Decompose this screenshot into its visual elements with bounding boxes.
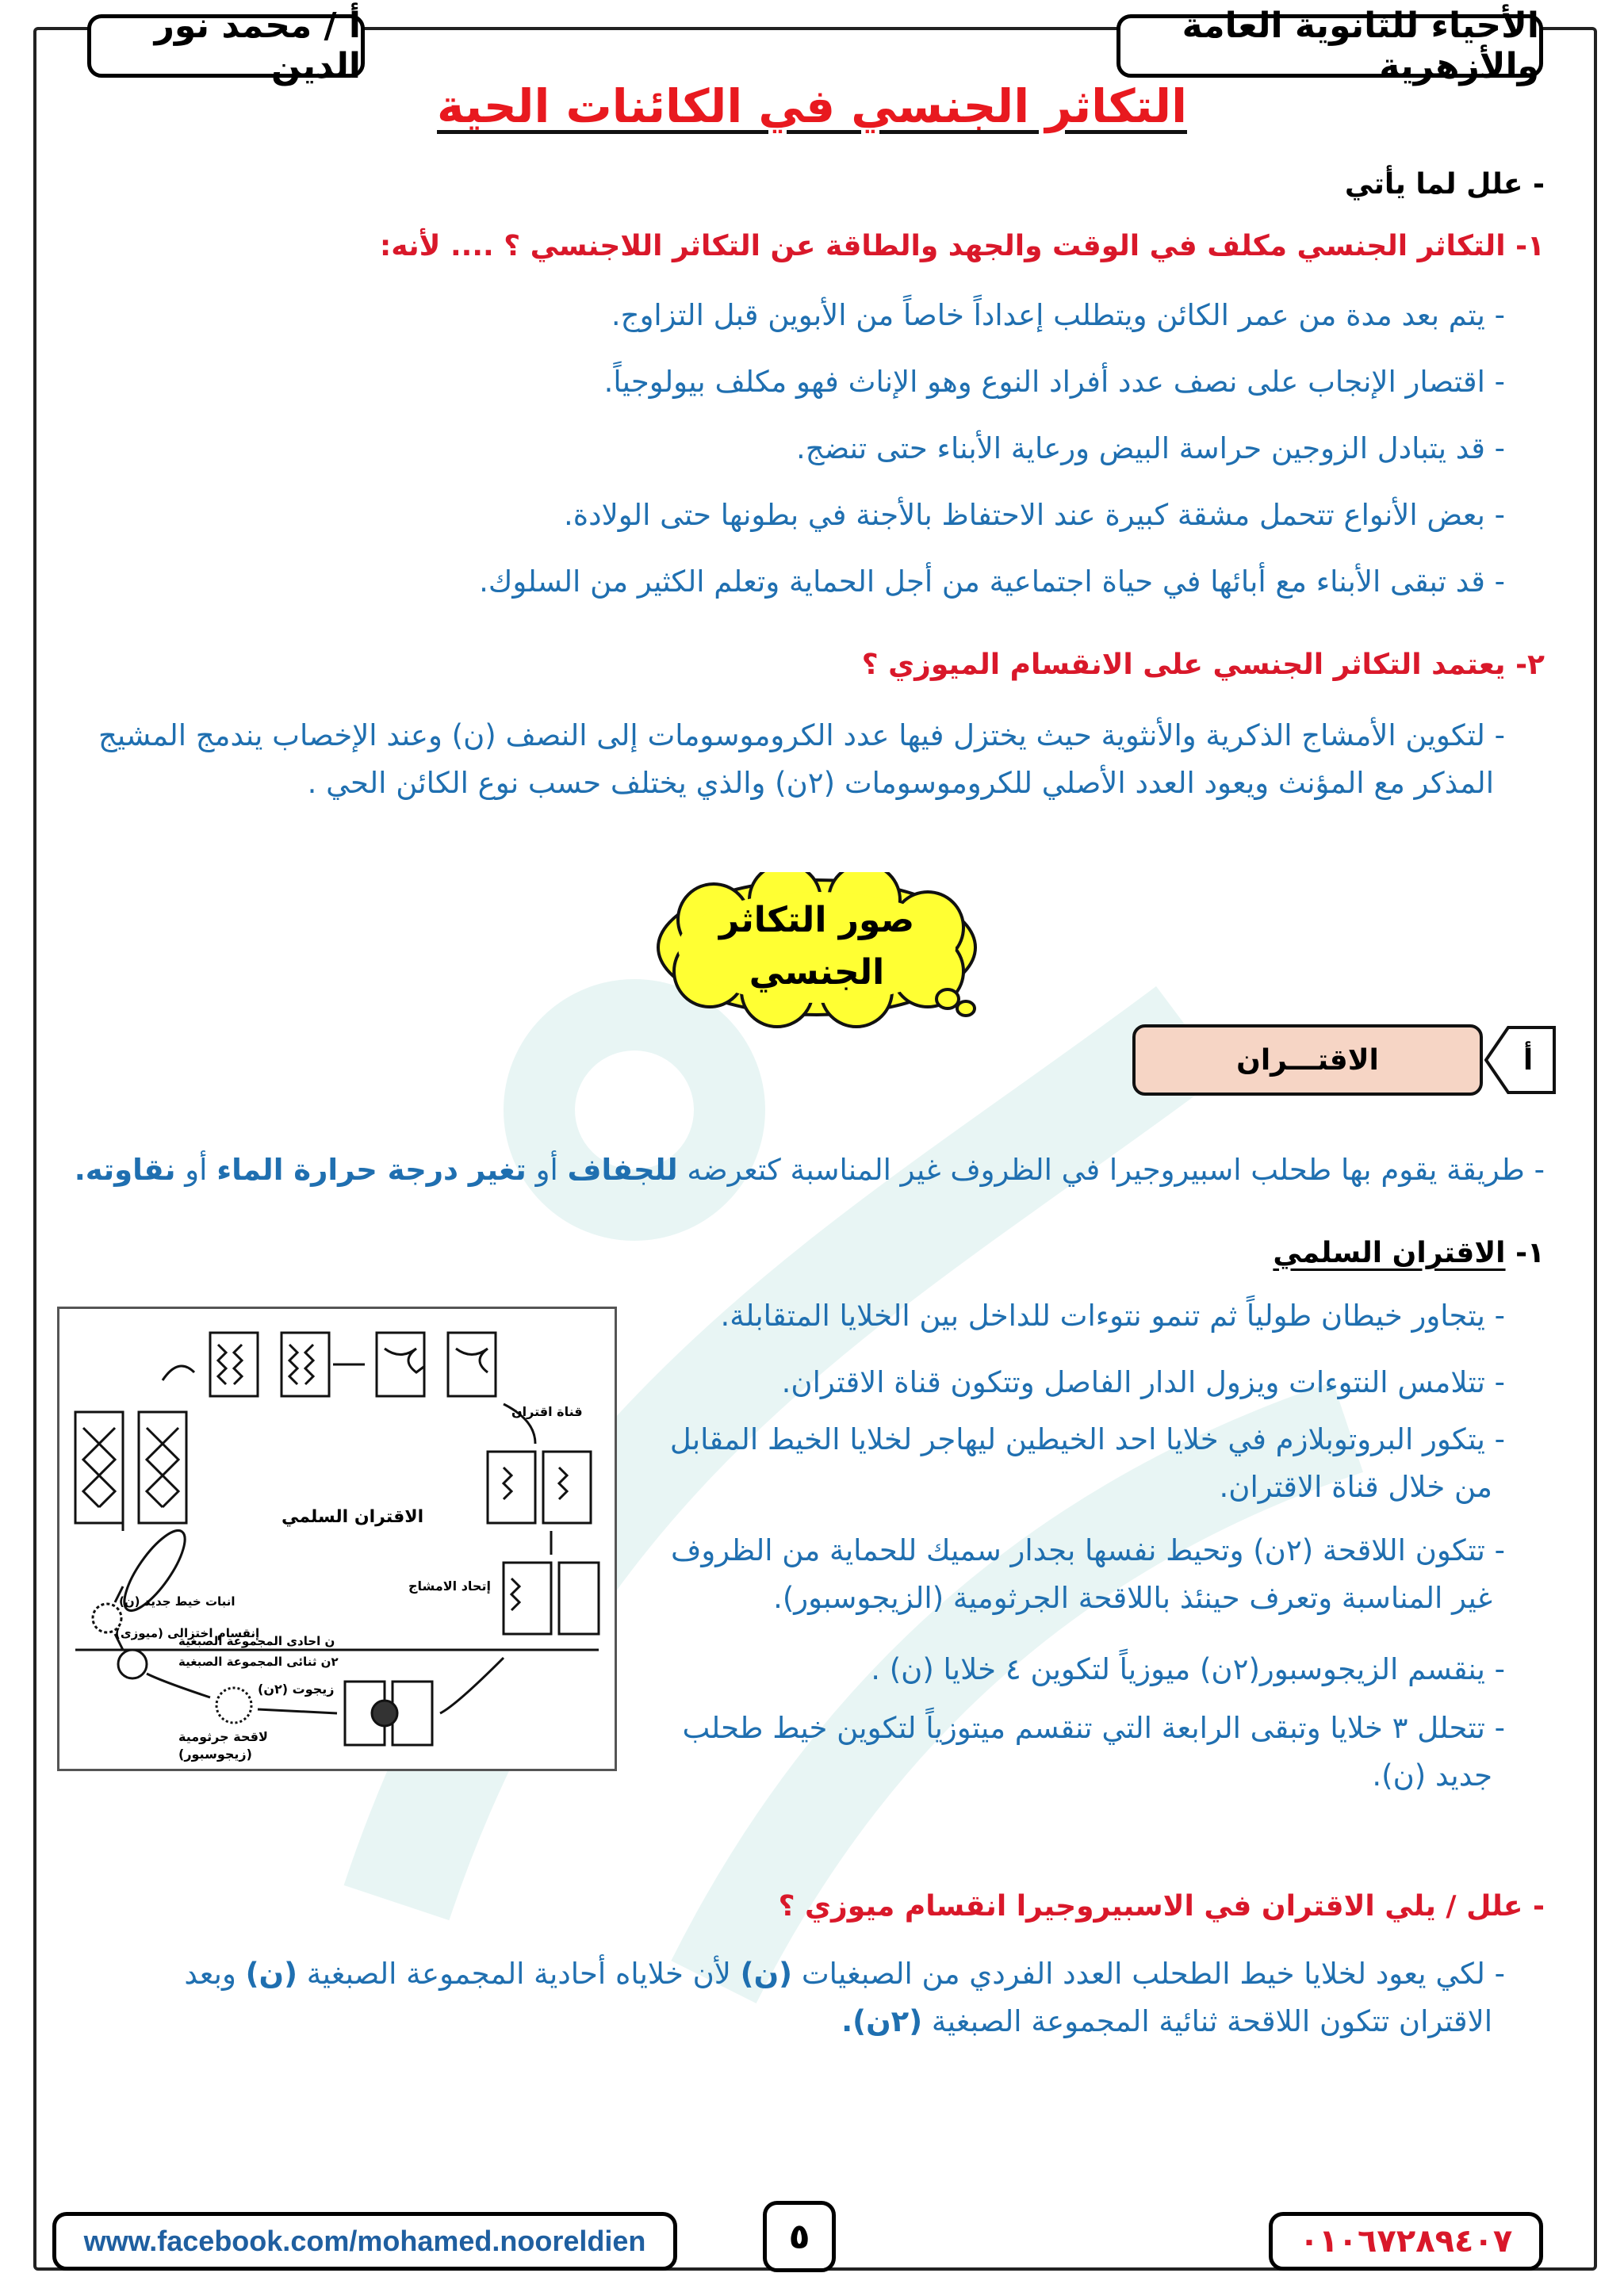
label-zygote: زيجوت (٢ن) [258,1682,335,1697]
question-2-answer [98,712,1505,807]
diagram-drawing [59,1309,615,1769]
answer-item: - بعض الأنواع تتحمل مشقة كبيرة عند الاحتفاظ بالأجنة في بطونها حتى الولادة. [563,498,1505,532]
header-subject: الأحياء للثانوية العامة والأزهرية [1182,6,1539,86]
question-3-answer: - لكي يعود لخلايا خيط الطحلب العدد الفردي من الصبغيات (ن) لأن خلاياه أحادية المجموعة الصبغية (ن) وبعد الاقتران تتكون اللاقحة ثنائية المجموعة الصبغية (٢ن). [184,1957,1505,2038]
step-item: - يتكور البروتوبلازم في خلايا احد الخيطين ليهاجر لخلايا الخيط المقابل من خلال قناة الاقتران. [669,1422,1505,1504]
header-author-box [87,6,365,86]
definition-text: - طريقة يقوم بها طحلب اسبيروجيرا في الظروف غير المناسبة كتعرضه للجفاف أو تغير درجة حرارة الماء أو نقاوته. [74,1153,1545,1187]
footer-phone: ٠١٠٦٧٢٨٩٤٠٧ [1299,2223,1513,2260]
intro-heading: - علل لما يأتي [1344,168,1545,201]
label-zygospore-1: لاقحة جرثومية [178,1729,268,1744]
label-haploid: ن احادى المجموعة الصبغية [178,1634,335,1648]
question-1: ١- التكاثر الجنسي مكلف في الوقت والجهد والطاقة عن التكاثر اللاجنسي ؟ .... لأنه: [379,230,1545,262]
label-zygospore-2: (زيجوسبور) [178,1747,252,1762]
footer-page-box [763,2201,836,2272]
step-item: - تتلامس النتوءات ويزول الدار الفاصل وتتكون قناة الاقتران. [781,1365,1505,1399]
answer-line: المذكر مع المؤنث ويعود العدد الأصلي للكروموسومات (٢ن) والذي يختلف حسب نوع الكائن الحي . [307,766,1494,800]
footer-url[interactable]: www.facebook.com/mohamed.nooreldien [83,2225,646,2257]
label-fusion: إتحاد الامشاج [408,1578,491,1594]
footer-phone-box [1269,2212,1543,2271]
header-subject-box [1116,6,1543,86]
label-meiosis: إنقسام اختزالى (ميوزى) [115,1626,260,1640]
cloud-label: صور التكاثر الجنسي [718,900,915,993]
answer-item: - قد يتبادل الزوجين حراسة البيض ورعاية الأبناء حتى تنضج. [795,431,1505,465]
question-1-answers [479,292,1505,625]
answer-item: - قد تبقى الأبناء مع أبائها في حياة اجتماعية من أجل الحماية وتعلم الكثير من السلوك. [479,564,1505,599]
answer-line: - لتكوين الأمشاج الذكرية والأنثوية حيث يختزل فيها عدد الكروموسومات إلى النصف (ن) وعند الإخصاب يندمج المشيج [98,718,1505,752]
step-item: - يتجاور خيطان طولياً ثم تنمو نتوءات للداخل بين الخلايا المتقابلة. [720,1299,1505,1333]
section-tag-label: الاقتـــران [1132,1024,1483,1096]
diagram-center-label: الاقتران السلمي [282,1507,424,1527]
step-item: - تتحلل ٣ خلايا وتبقى الرابعة التي تنقسم ميتوزياً لتكوين خيط طحلب جديد (ن). [682,1711,1505,1793]
answer-item: - اقتصار الإنجاب على نصف عدد أفراد النوع وهو الإناث فهو مكلف بيولوجياً. [603,365,1505,399]
page-number: ٥ [788,2216,810,2257]
answer-item: - يتم بعد مدة من عمر الكائن ويتطلب إعداداً خاصاً من الأبوين قبل التزاوج. [611,298,1505,332]
label-canal: قناة اقتران [511,1404,583,1419]
question-2: ٢- يعتمد التكاثر الجنسي على الانقسام الميوزي ؟ [861,649,1545,681]
step-item: - ينقسم الزيجوسبور(٢ن) ميوزياً لتكوين ٤ خلايا (ن) . [871,1652,1505,1686]
label-diploid: ٢ن ثنائى المجموعة الصبغية [178,1655,339,1669]
header-author: أ / محمد نور الدين [154,6,361,86]
subsection-1-steps [585,1292,1505,1816]
conjugation-diagram [57,1307,617,1771]
section-tag-letter: أ [1522,1043,1534,1077]
label-new-filament: انبات خيط جديد (ن) [119,1594,236,1609]
page-title: التكاثر الجنسي في الكائنات الحية [437,79,1187,133]
step-item: - تتكون اللاقحة (٢ن) وتحيط نفسها بجدار سميك للحماية من الظروف غير المناسبة وتعرف حينئذ باللاقحة الجرثومية (الزيجوسبور). [670,1533,1505,1615]
footer-url-box [52,2212,677,2271]
question-3: - علل / يلي الاقتران في الاسبيروجيرا انقسام ميوزي ؟ [778,1890,1545,1923]
subsection-1-heading: ١- الاقتران السلمي [1273,1237,1545,1269]
